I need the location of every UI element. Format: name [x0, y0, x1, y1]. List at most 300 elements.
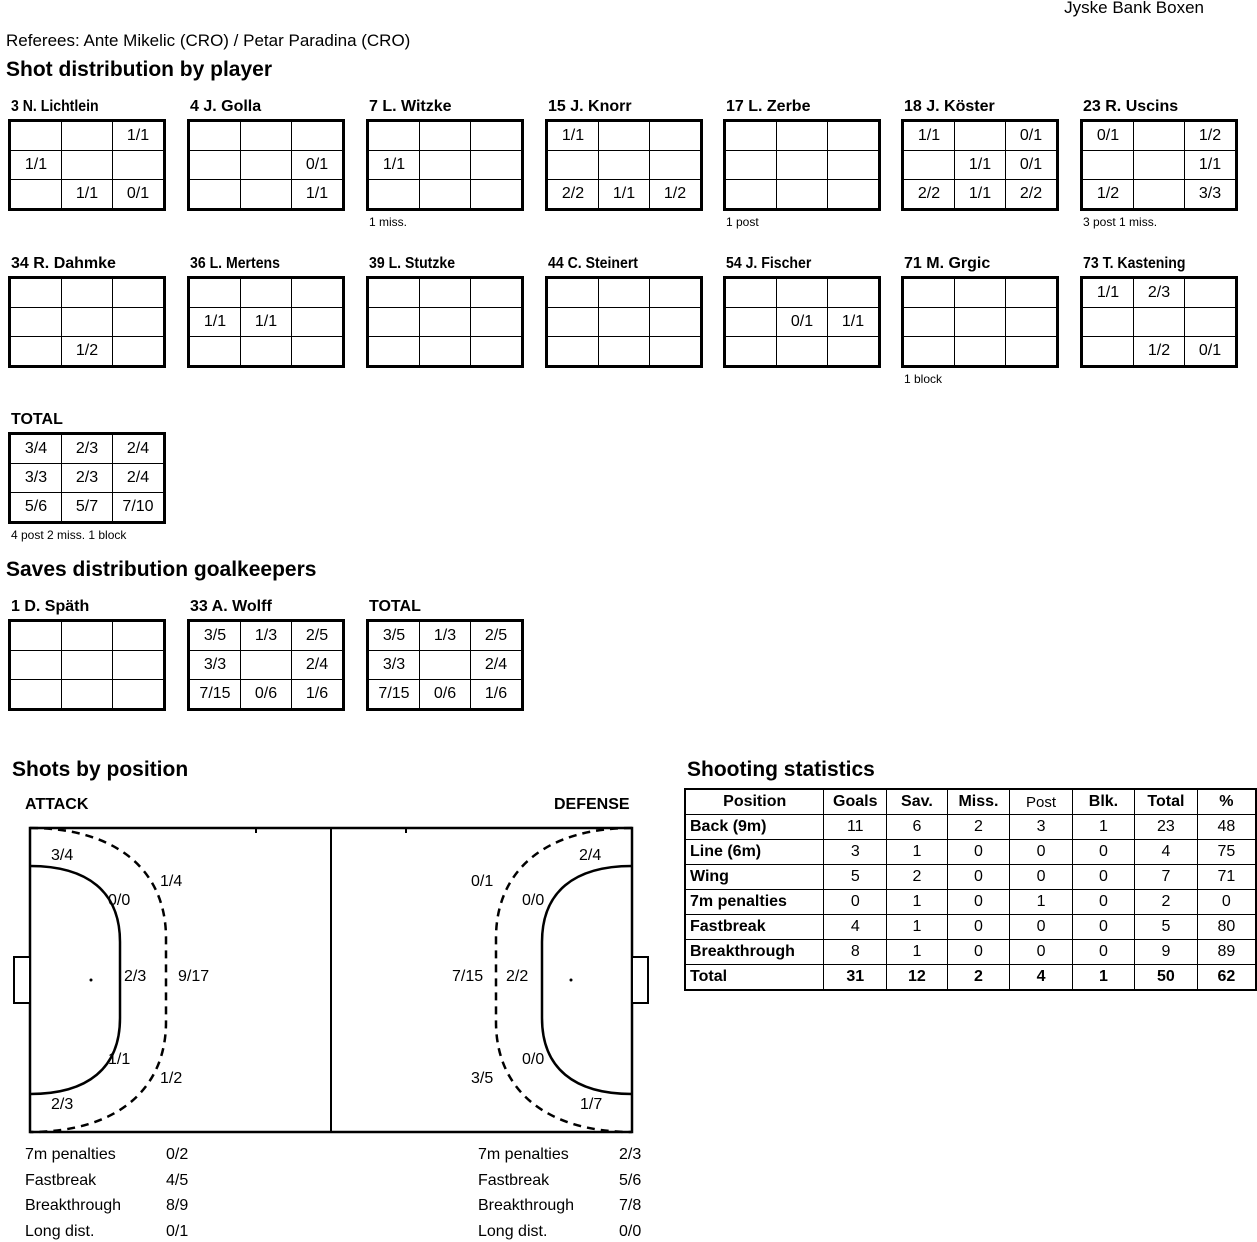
- shot-grid-36-l-mertens: [187, 276, 345, 368]
- grid-cell: [1185, 308, 1237, 337]
- grid-cell: [62, 151, 113, 180]
- stats-header-sav: Sav.: [887, 789, 948, 815]
- grid-cell: [1134, 308, 1185, 337]
- grid-cell: 1/3: [420, 621, 471, 651]
- grid-cell: [113, 680, 165, 710]
- player-name-34-r-dahmke: 34 R. Dahmke: [11, 255, 116, 272]
- player-name-17-l-zerbe: 17 L. Zerbe: [726, 98, 811, 115]
- shot-grid-73-t-kastening: [1080, 276, 1238, 368]
- stats-value: 0: [824, 890, 887, 915]
- stats-value: 1: [1072, 965, 1134, 991]
- stats-value: 12: [887, 965, 948, 991]
- stats-value: 1: [887, 915, 948, 940]
- stats-value: 89: [1197, 940, 1256, 965]
- grid-cell: 1/1: [10, 151, 62, 180]
- grid-cell: [547, 151, 599, 180]
- grid-cell: 2/2: [547, 180, 599, 210]
- grid-cell: 0/1: [777, 308, 828, 337]
- grid-cell: [10, 121, 62, 151]
- grid-cell: 2/4: [113, 464, 165, 493]
- shots-by-position-title: Shots by position: [12, 758, 189, 781]
- stats-value: 5: [1135, 915, 1198, 940]
- stats-value: 0: [1010, 915, 1072, 940]
- grid-cell: [725, 337, 777, 367]
- grid-cell: 1/1: [1185, 151, 1237, 180]
- stats-position: Line (6m): [685, 840, 824, 865]
- shot-grid-34-r-dahmke: [8, 276, 166, 368]
- left-goal: [14, 957, 30, 1003]
- stats-value: 0: [1072, 890, 1134, 915]
- defense-six-bottom: 0/0: [522, 1051, 545, 1068]
- grid-cell: [777, 151, 828, 180]
- grid-cell: 3/4: [10, 434, 62, 464]
- stats-header-blk: Blk.: [1072, 789, 1134, 815]
- grid-cell: [10, 651, 62, 680]
- summary-label: Fastbreak: [478, 1171, 550, 1189]
- grid-cell: 1/3: [241, 621, 292, 651]
- stats-value: 11: [824, 815, 887, 840]
- grid-cell: [62, 121, 113, 151]
- stats-value: 2: [947, 965, 1010, 991]
- grid-cell: [1082, 308, 1134, 337]
- grid-cell: [368, 337, 420, 367]
- grid-cell: [368, 180, 420, 210]
- shot-grid-7-l-witzke: [366, 119, 524, 211]
- stats-value: 8: [824, 940, 887, 965]
- saves-distribution-title: Saves distribution goalkeepers: [6, 558, 317, 581]
- grid-cell: [113, 651, 165, 680]
- grid-cell: 0/1: [292, 151, 344, 180]
- shot-grid-39-l-stutzke: [366, 276, 524, 368]
- attack-far-top: 3/4: [51, 847, 74, 864]
- shot-grid-33-a-wolff: [187, 619, 345, 711]
- grid-cell: 2/4: [471, 651, 523, 680]
- defense-far-top: 2/4: [579, 847, 602, 864]
- summary-value: 8/9: [166, 1197, 189, 1214]
- grid-cell: [1006, 308, 1058, 337]
- attack-six-top: 0/0: [108, 892, 131, 909]
- grid-cell: [241, 651, 292, 680]
- stats-header-miss: Miss.: [947, 789, 1010, 815]
- stats-value: 0: [1010, 840, 1072, 865]
- grid-cell: [725, 121, 777, 151]
- grid-cell: 1/1: [955, 180, 1006, 210]
- stats-value: 50: [1135, 965, 1198, 991]
- grid-cell: 1/1: [599, 180, 650, 210]
- grid-cell: [650, 337, 702, 367]
- grid-cell: [1082, 151, 1134, 180]
- grid-cell: [62, 680, 113, 710]
- grid-cell: [10, 680, 62, 710]
- attack-nine-bottom: 1/2: [160, 1070, 183, 1087]
- stats-row: [685, 940, 1256, 965]
- grid-cell: 2/3: [62, 434, 113, 464]
- grid-cell: 3/3: [1185, 180, 1237, 210]
- shot-grid-total: [366, 619, 524, 711]
- grid-cell: 0/1: [113, 180, 165, 210]
- grid-cell: 2/2: [1006, 180, 1058, 210]
- right-6m-line: [542, 866, 632, 1094]
- grid-cell: 2/3: [1134, 278, 1185, 308]
- stats-value: 4: [1010, 965, 1072, 991]
- player-name-54-j-fischer: 54 J. Fischer: [726, 255, 812, 272]
- grid-cell: [113, 151, 165, 180]
- grid-cell: 2/5: [471, 621, 523, 651]
- defense-six-top: 0/0: [522, 892, 545, 909]
- shot-grid-71-m-grgic: [901, 276, 1059, 368]
- stats-value: 0: [947, 840, 1010, 865]
- grid-cell: [1134, 121, 1185, 151]
- stats-value: 0: [1072, 865, 1134, 890]
- player-name-44-c-steinert: 44 C. Steinert: [548, 255, 638, 272]
- grid-cell: [599, 151, 650, 180]
- grid-cell: [471, 121, 523, 151]
- stats-value: 3: [824, 840, 887, 865]
- attack-label: ATTACK: [25, 796, 89, 813]
- grid-cell: 1/1: [292, 180, 344, 210]
- grid-cell: [292, 278, 344, 308]
- grid-note: 4 post 2 miss. 1 block: [11, 528, 127, 542]
- grid-cell: [420, 151, 471, 180]
- shot-grid-4-j-golla: [187, 119, 345, 211]
- stats-value: 75: [1197, 840, 1256, 865]
- stats-value: 2: [947, 815, 1010, 840]
- grid-cell: [420, 651, 471, 680]
- grid-cell: [599, 308, 650, 337]
- grid-cell: [725, 151, 777, 180]
- stats-value: 0: [1072, 840, 1134, 865]
- summary-label: 7m penalties: [478, 1146, 569, 1163]
- grid-cell: 5/7: [62, 493, 113, 523]
- grid-cell: [955, 278, 1006, 308]
- grid-cell: [955, 308, 1006, 337]
- shot-grid-54-j-fischer: [723, 276, 881, 368]
- grid-cell: [10, 337, 62, 367]
- player-name-7-l-witzke: 7 L. Witzke: [369, 98, 452, 115]
- grid-cell: 2/4: [292, 651, 344, 680]
- stats-value: 6: [887, 815, 948, 840]
- stats-header-goals: Goals: [824, 789, 887, 815]
- grid-cell: 1/6: [471, 680, 523, 710]
- shot-grid-18-j-k-ster: [901, 119, 1059, 211]
- grid-cell: 1/1: [955, 151, 1006, 180]
- grid-cell: [189, 180, 241, 210]
- shot-distribution-title: Shot distribution by player: [6, 58, 273, 81]
- grid-cell: [1185, 278, 1237, 308]
- grid-cell: 1/6: [292, 680, 344, 710]
- attack-far-bottom: 2/3: [51, 1096, 74, 1113]
- grid-cell: [547, 337, 599, 367]
- grid-cell: 1/2: [62, 337, 113, 367]
- grid-cell: [903, 278, 955, 308]
- right-goal: [632, 957, 648, 1003]
- grid-cell: [599, 278, 650, 308]
- grid-cell: [828, 180, 880, 210]
- grid-cell: [189, 121, 241, 151]
- stats-value: 1: [887, 940, 948, 965]
- stats-value: 80: [1197, 915, 1256, 940]
- player-name-total: TOTAL: [11, 411, 63, 428]
- summary-value: 0/1: [166, 1222, 189, 1240]
- summary-label: Long dist.: [478, 1222, 548, 1240]
- grid-cell: 1/1: [368, 151, 420, 180]
- grid-cell: [62, 308, 113, 337]
- summary-value: 0/0: [619, 1222, 642, 1240]
- summary-label: Fastbreak: [25, 1171, 97, 1189]
- attack-nine-top: 1/4: [160, 873, 183, 890]
- grid-cell: 0/1: [1006, 121, 1058, 151]
- player-name-18-j-k-ster: 18 J. Köster: [904, 98, 995, 115]
- stats-value: 3: [1010, 815, 1072, 840]
- grid-cell: 2/5: [292, 621, 344, 651]
- grid-cell: [777, 121, 828, 151]
- grid-note: 1 block: [904, 372, 943, 386]
- grid-cell: 1/2: [1185, 121, 1237, 151]
- stats-value: 1: [887, 840, 948, 865]
- grid-cell: [420, 180, 471, 210]
- grid-cell: [777, 337, 828, 367]
- grid-cell: [471, 337, 523, 367]
- grid-cell: [420, 278, 471, 308]
- grid-cell: [10, 621, 62, 651]
- grid-cell: [955, 121, 1006, 151]
- stats-value: 1: [1072, 815, 1134, 840]
- grid-cell: [10, 308, 62, 337]
- player-name-1-d-sp-th: 1 D. Späth: [11, 598, 90, 615]
- stats-value: 71: [1197, 865, 1256, 890]
- stats-row: [685, 840, 1256, 865]
- defense-label: DEFENSE: [554, 796, 630, 813]
- stats-position: Total: [685, 965, 824, 991]
- stats-value: 4: [1135, 840, 1198, 865]
- summary-label: Breakthrough: [478, 1197, 575, 1214]
- shot-grid-3-n-lichtlein: [8, 119, 166, 211]
- grid-cell: [368, 278, 420, 308]
- grid-cell: [189, 151, 241, 180]
- grid-cell: [650, 308, 702, 337]
- summary-value: 0/2: [166, 1146, 189, 1163]
- referees-line: Referees: Ante Mikelic (CRO) / Petar Paradina (CRO): [6, 31, 411, 50]
- grid-cell: [241, 337, 292, 367]
- stats-value: 0: [1072, 940, 1134, 965]
- stats-row: [685, 915, 1256, 940]
- grid-cell: [1134, 151, 1185, 180]
- grid-cell: 5/6: [10, 493, 62, 523]
- stats-value: 4: [824, 915, 887, 940]
- grid-cell: 1/1: [241, 308, 292, 337]
- grid-cell: [113, 308, 165, 337]
- stats-value: 5: [824, 865, 887, 890]
- grid-cell: [420, 337, 471, 367]
- grid-cell: [828, 278, 880, 308]
- grid-cell: 1/1: [62, 180, 113, 210]
- stats-value: 7: [1135, 865, 1198, 890]
- grid-cell: [10, 278, 62, 308]
- stats-header-post: Post: [1010, 789, 1072, 815]
- grid-cell: [777, 180, 828, 210]
- grid-cell: 3/3: [10, 464, 62, 493]
- grid-cell: [113, 621, 165, 651]
- grid-cell: 3/5: [368, 621, 420, 651]
- stats-row: [685, 815, 1256, 840]
- summary-value: 7/8: [619, 1197, 642, 1214]
- grid-cell: [292, 308, 344, 337]
- player-name-3-n-lichtlein: 3 N. Lichtlein: [11, 98, 99, 115]
- stats-value: 2: [1135, 890, 1198, 915]
- stats-value: 23: [1135, 815, 1198, 840]
- grid-cell: [650, 151, 702, 180]
- left-6m-line: [30, 866, 120, 1094]
- grid-cell: [828, 121, 880, 151]
- attack-nine-center: 9/17: [178, 968, 210, 985]
- summary-label: Breakthrough: [25, 1197, 122, 1214]
- shot-grid-44-c-steinert: [545, 276, 703, 368]
- stats-value: 9: [1135, 940, 1198, 965]
- grid-cell: [828, 337, 880, 367]
- grid-cell: 1/2: [1134, 337, 1185, 367]
- stats-header-total: Total: [1135, 789, 1198, 815]
- grid-cell: [1082, 337, 1134, 367]
- grid-cell: [1006, 337, 1058, 367]
- shot-grid-23-r-uscins: [1080, 119, 1238, 211]
- grid-cell: [547, 308, 599, 337]
- grid-cell: [62, 621, 113, 651]
- grid-note: 1 miss.: [369, 215, 408, 229]
- grid-cell: [471, 308, 523, 337]
- grid-cell: [113, 278, 165, 308]
- grid-cell: 1/2: [1082, 180, 1134, 210]
- player-name-15-j-knorr: 15 J. Knorr: [548, 98, 632, 115]
- grid-cell: [955, 337, 1006, 367]
- grid-cell: [113, 337, 165, 367]
- grid-cell: [725, 308, 777, 337]
- grid-cell: [599, 121, 650, 151]
- stats-position: Fastbreak: [685, 915, 824, 940]
- grid-cell: [471, 180, 523, 210]
- stats-row: [685, 965, 1256, 991]
- grid-cell: [241, 180, 292, 210]
- summary-label: Long dist.: [25, 1222, 95, 1240]
- grid-cell: 0/1: [1185, 337, 1237, 367]
- summary-value: 5/6: [619, 1171, 642, 1189]
- stats-position: Breakthrough: [685, 940, 824, 965]
- grid-cell: 3/5: [189, 621, 241, 651]
- shot-grid-total: [8, 432, 166, 524]
- stats-value: 0: [947, 890, 1010, 915]
- grid-cell: 0/6: [241, 680, 292, 710]
- grid-cell: [547, 278, 599, 308]
- stats-row: [685, 865, 1256, 890]
- grid-cell: 1/1: [1082, 278, 1134, 308]
- grid-cell: [292, 337, 344, 367]
- defense-nine-center: 7/15: [452, 968, 484, 985]
- stats-row: [685, 890, 1256, 915]
- grid-cell: 1/1: [828, 308, 880, 337]
- player-name-total: TOTAL: [369, 598, 421, 615]
- stats-value: 0: [1197, 890, 1256, 915]
- grid-cell: [241, 151, 292, 180]
- stats-value: 2: [887, 865, 948, 890]
- grid-cell: [828, 151, 880, 180]
- grid-cell: [471, 151, 523, 180]
- grid-cell: 3/3: [368, 651, 420, 680]
- shooting-statistics-table: [684, 788, 1257, 991]
- stats-position: 7m penalties: [685, 890, 824, 915]
- grid-cell: [189, 278, 241, 308]
- grid-cell: 2/2: [903, 180, 955, 210]
- grid-cell: [777, 278, 828, 308]
- grid-cell: 1/1: [903, 121, 955, 151]
- handball-court: [10, 820, 655, 1140]
- stats-value: 0: [1010, 940, 1072, 965]
- grid-cell: 1/2: [650, 180, 702, 210]
- shot-grid-15-j-knorr: [545, 119, 703, 211]
- grid-cell: 2/3: [62, 464, 113, 493]
- stats-value: 48: [1197, 815, 1256, 840]
- grid-cell: 0/6: [420, 680, 471, 710]
- stats-position: Back (9m): [685, 815, 824, 840]
- grid-cell: 0/1: [1082, 121, 1134, 151]
- grid-cell: 1/1: [547, 121, 599, 151]
- venue-name: Jyske Bank Boxen: [1064, 0, 1204, 17]
- player-name-23-r-uscins: 23 R. Uscins: [1083, 98, 1179, 115]
- grid-cell: [368, 121, 420, 151]
- grid-cell: [62, 651, 113, 680]
- player-name-33-a-wolff: 33 A. Wolff: [190, 598, 272, 615]
- defense-nine-bottom: 3/5: [471, 1070, 494, 1087]
- stats-value: 0: [947, 940, 1010, 965]
- grid-cell: [650, 121, 702, 151]
- grid-cell: 7/15: [189, 680, 241, 710]
- stats-value: 0: [947, 865, 1010, 890]
- grid-cell: [241, 278, 292, 308]
- grid-cell: [725, 278, 777, 308]
- grid-cell: 1/1: [113, 121, 165, 151]
- stats-value: 1: [1010, 890, 1072, 915]
- grid-cell: [903, 151, 955, 180]
- grid-cell: 7/15: [368, 680, 420, 710]
- grid-note: 1 post: [726, 215, 759, 229]
- player-name-73-t-kastening: 73 T. Kastening: [1083, 255, 1186, 272]
- grid-cell: [420, 308, 471, 337]
- stats-value: 0: [1072, 915, 1134, 940]
- stats-position: Wing: [685, 865, 824, 890]
- grid-cell: 7/10: [113, 493, 165, 523]
- grid-cell: [241, 121, 292, 151]
- grid-cell: [1006, 278, 1058, 308]
- grid-cell: [471, 278, 523, 308]
- grid-cell: [368, 308, 420, 337]
- grid-cell: [599, 337, 650, 367]
- attack-six-center: 2/3: [124, 968, 147, 985]
- grid-cell: [62, 278, 113, 308]
- player-name-4-j-golla: 4 J. Golla: [190, 98, 262, 115]
- grid-note: 3 post 1 miss.: [1083, 215, 1158, 229]
- grid-cell: [10, 180, 62, 210]
- grid-cell: [420, 121, 471, 151]
- defense-far-bottom: 1/7: [580, 1096, 603, 1113]
- stats-value: 1: [887, 890, 948, 915]
- stats-header-: %: [1197, 789, 1256, 815]
- grid-cell: [725, 180, 777, 210]
- player-name-36-l-mertens: 36 L. Mertens: [190, 255, 280, 272]
- grid-cell: 1/1: [189, 308, 241, 337]
- stats-header-position: Position: [685, 789, 824, 815]
- player-name-39-l-stutzke: 39 L. Stutzke: [369, 255, 456, 272]
- summary-label: 7m penalties: [25, 1146, 116, 1163]
- shot-grid-1-d-sp-th: [8, 619, 166, 711]
- defense-six-center: 2/2: [506, 968, 529, 985]
